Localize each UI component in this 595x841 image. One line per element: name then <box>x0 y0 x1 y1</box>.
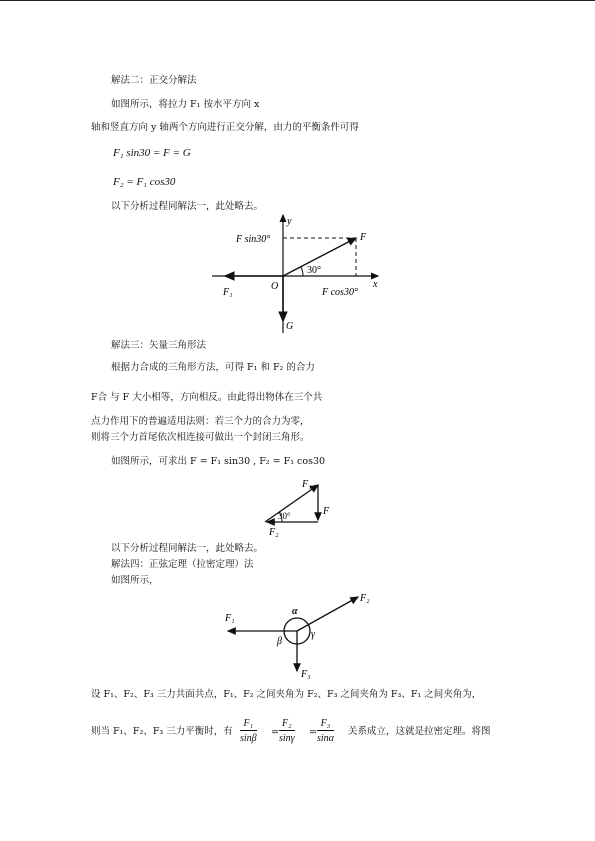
fraction-f3-sinalpha <box>317 718 334 744</box>
origin-label: O <box>271 281 279 292</box>
lami-f1-label: F₁ <box>225 613 235 624</box>
method4-paragraph-line1: 设 F₁、F₂、F₃ 三力共面共点，F₁、F₂ 之间夹角为 F₂、F₃ 之间夹角为 F₃、F₁ 之间夹角为， <box>91 689 482 700</box>
equals-sign-2: = <box>309 727 317 738</box>
method3-paragraph-line5: 如图所示，可求出 F = F₁ sin30 , F₂ = F₁ cos30 <box>111 456 326 467</box>
method2-note: 以下分析过程同解法一，此处略去。 <box>111 201 264 212</box>
lami-f2-arrow <box>297 597 358 631</box>
fraction-1-denominator: sinβ <box>240 733 257 744</box>
method4-paragraph-line2-prefix: 则当 F₁、F₂、F₃ 三力平衡时，有 <box>91 726 233 737</box>
method3-note: 以下分析过程同解法一，此处略去。 <box>111 543 264 554</box>
force-f-label: F <box>360 232 367 243</box>
triangle-f2-label: F₂ <box>269 527 279 538</box>
force-f1-label: F₁ <box>223 287 233 298</box>
triangle-f-label: F <box>323 506 330 517</box>
fraction-2-denominator: sinγ <box>279 733 295 744</box>
fraction-f2-singamma <box>279 718 295 744</box>
method3-paragraph-line1: 根据力合成的三角形方法，可得 F₁ 和 F₂ 的合力 <box>111 362 315 373</box>
f-cos-label: F cos30° <box>322 287 358 298</box>
method3-paragraph-line3: 点力作用下的普遍适用法则：若三个力的合力为零， <box>91 416 310 427</box>
fraction-f1-sinbeta <box>240 718 257 744</box>
angle-arc <box>301 267 303 276</box>
angle-gamma-label: γ <box>311 629 315 640</box>
x-axis-label: x <box>373 279 378 290</box>
method4-paragraph-line2-suffix: 关系成立，这就是拉密定理。将图 <box>348 726 491 737</box>
method3-paragraph-line4: 则将三个力首尾依次相连接可做出一个封闭三角形。 <box>91 432 310 443</box>
angle-label: 30° <box>307 265 321 276</box>
decomposition-diagram <box>200 205 400 345</box>
angle-alpha-label: α <box>292 606 298 617</box>
method3-paragraph-line2: F合 与 F 大小相等，方向相反。由此得出物体在三个共 <box>91 392 323 403</box>
method2-paragraph-line2: 轴和竖直方向 y 轴两个方向进行正交分解，由力的平衡条件可得 <box>91 122 359 133</box>
fraction-1-numerator: F₁ <box>240 718 257 731</box>
lami-f3-label: F₃ <box>301 669 311 680</box>
method4-heading: 解法四：正弦定理（拉密定理）法 <box>111 559 254 570</box>
lami-theorem-diagram <box>215 585 380 685</box>
method2-equation-2: F₂ = F₁ cos30 <box>113 176 176 188</box>
vector-triangle-diagram <box>255 475 345 540</box>
lami-f2-label: F₂ <box>360 593 370 604</box>
force-g-label: G <box>286 321 294 332</box>
angle-beta-label: β <box>277 636 282 647</box>
method2-paragraph-line1: 如图所示，将拉力 F₁ 按水平方向 x <box>111 99 260 110</box>
triangle-f1-label: F₁ <box>302 479 312 490</box>
y-axis-label: y <box>287 216 292 227</box>
page-top-rule <box>0 0 595 1</box>
fraction-3-denominator: sinα <box>317 733 334 744</box>
method2-heading: 解法二：正交分解法 <box>111 75 197 86</box>
triangle-f1-arrow <box>265 485 318 522</box>
fraction-2-numerator: F₂ <box>279 718 295 731</box>
method4-intro: 如图所示， <box>111 575 159 586</box>
method2-equation-1: F₁ sin30 = F = G <box>113 147 191 159</box>
triangle-angle-label: 30° <box>278 511 291 521</box>
f-sin-label: F sin30° <box>236 234 271 245</box>
equals-sign-1: = <box>271 727 279 738</box>
fraction-3-numerator: F₃ <box>317 718 334 731</box>
method3-heading: 解法三：矢量三角形法 <box>111 340 207 351</box>
